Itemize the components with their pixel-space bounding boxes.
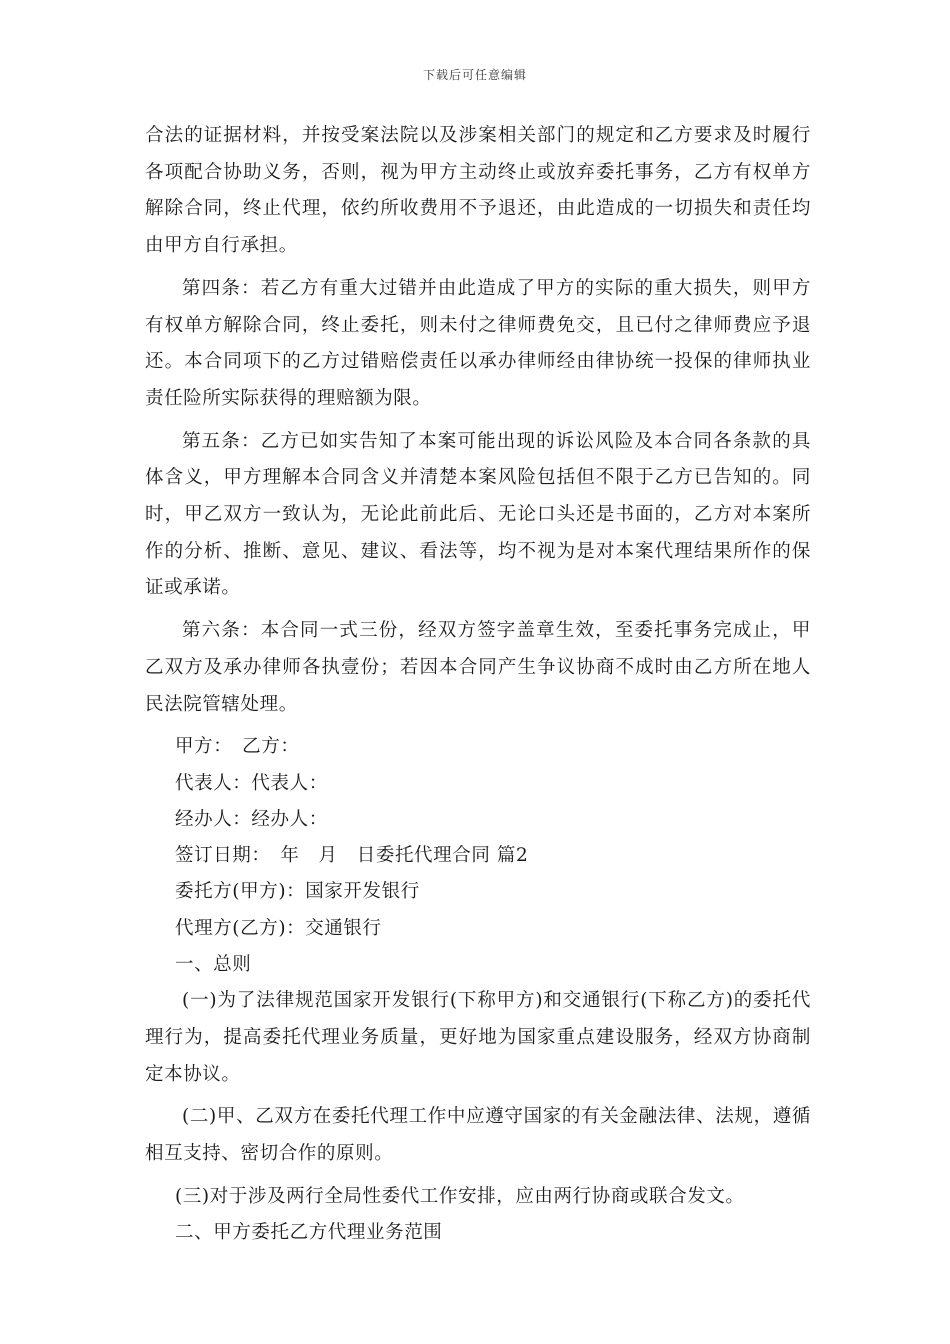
paragraph-article-5: 第五条：乙方已如实告知了本案可能出现的诉讼风险及本合同各条款的具体含义，甲方理解本合同含义并清楚本案风险包括但不限于乙方已告知的。同时，甲乙双方一致认为，无论此前此后、无论口头还是书面的，乙方对本案所作的分析、推断、意见、建议、看法等，均不视为是对本案代理结果所作的保证或承诺。 <box>145 430 811 599</box>
document-body <box>145 118 811 1251</box>
paragraph-general-2: (二)甲、乙双方在委托代理工作中应遵守国家的有关金融法律、法规，遵循相互支持、密切合作的原则。 <box>145 1106 811 1165</box>
paragraph-article-4: 第四条：若乙方有重大过错并由此造成了甲方的实际的重大损失，则甲方有权单方解除合同，终止委托，则未付之律师费免交，且已付之律师费应予退还。本合同项下的乙方过错赔偿责任以承办律师经由律协统一投保的律师执业责任险所实际获得的理赔额为限。 <box>145 277 811 409</box>
paragraph-general-1: (一)为了法律规范国家开发银行(下称甲方)和交通银行(下称乙方)的委托代理行为，提高委托代理业务质量，更好地为国家重点建设服务，经双方协商制定本协议。 <box>145 990 811 1085</box>
paragraph-continuation: 合法的证据材料，并按受案法院以及涉案相关部门的规定和乙方要求及时履行各项配合协助义务，否则，视为甲方主动终止或放弃委托事务，乙方有权单方解除合同，终止代理，依约所收费用不予退还，由此造成的一切损失和责任均由甲方自行承担。 <box>145 125 811 257</box>
paragraph-article-6: 第六条：本合同一式三份，经双方签字盖章生效，至委托事务完成止，甲乙双方及承办律师各执壹份；若因本合同产生争议协商不成时由乙方所在地人民法院管辖处理。 <box>145 620 811 715</box>
signature-representative-line: 代表人：代表人： <box>175 772 328 794</box>
header-note: 下载后可任意编辑 <box>422 68 527 82</box>
paragraph-general-3: (三)对于涉及两行全局性委代工作安排，应由两行协商或联合发文。 <box>175 1185 745 1207</box>
signature-party-line: 甲方： 乙方： <box>175 736 300 758</box>
agent-party-line: 代理方(乙方)：交通银行 <box>175 917 382 939</box>
section-heading-general: 一、总则 <box>175 954 252 976</box>
section-heading-scope: 二、甲方委托乙方代理业务范围 <box>175 1222 443 1244</box>
principal-party-line: 委托方(甲方)：国家开发银行 <box>175 881 420 903</box>
signing-date-line: 签订日期： 年 月 日委托代理合同 篇2 <box>175 845 529 867</box>
signature-handler-line: 经办人：经办人： <box>175 808 328 830</box>
